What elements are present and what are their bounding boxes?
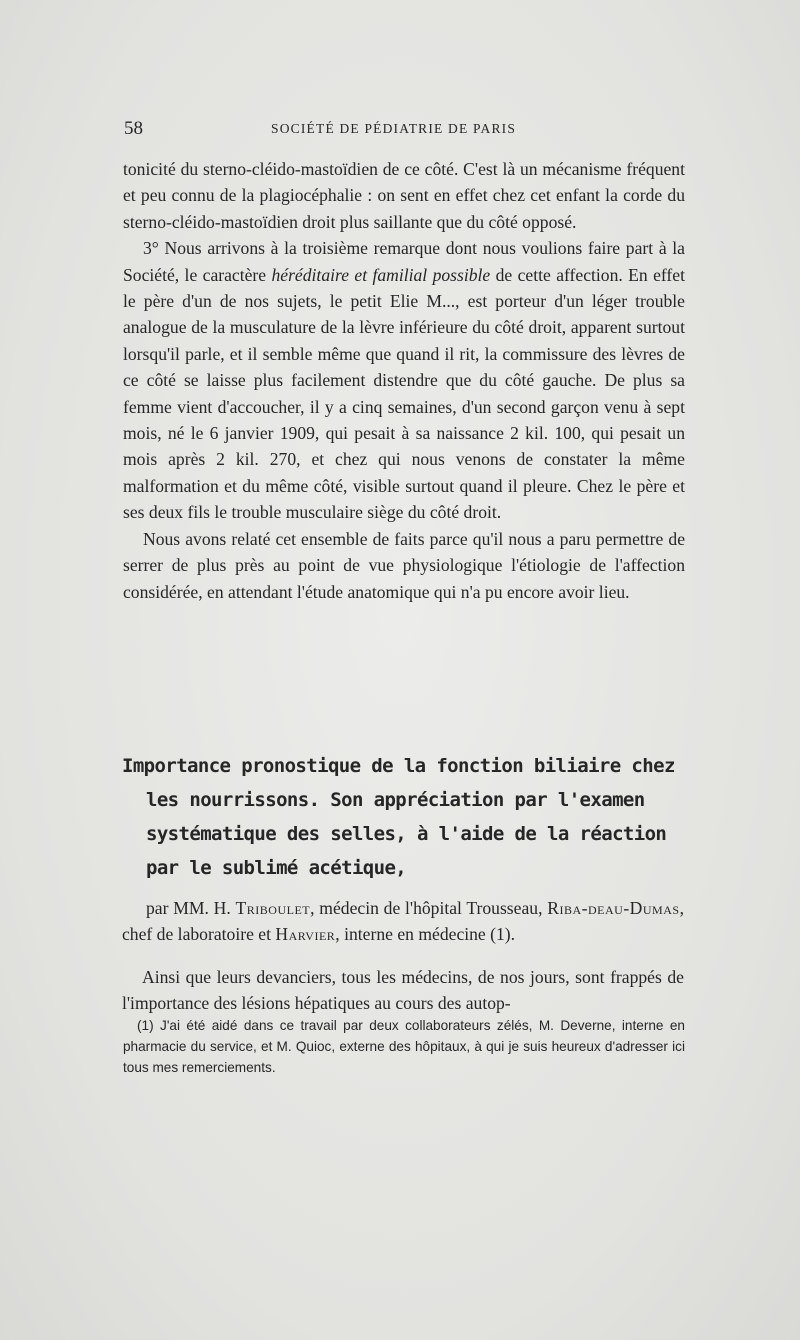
running-head: SOCIÉTÉ DE PÉDIATRIE DE PARIS <box>271 121 517 136</box>
article-byline <box>122 895 684 948</box>
author-triboulet: Triboulet <box>235 898 311 918</box>
footnote: (1) J'ai été aidé dans ce travail par deux collaborateurs zélés, M. Deverne, interne en pharmacie du service, et M. Quioc, externe des hôpitaux, à qui je suis heureux d'adresser ici tous mes remerciements. <box>123 1018 685 1075</box>
article-first-paragraph: Ainsi que leurs devanciers, tous les médecins, de nos jours, sont frappés de l'importance des lésions hépatiques au cours des autop- <box>122 966 684 1014</box>
article-section <box>122 749 684 1017</box>
page-header <box>124 118 684 142</box>
page-number: 58 <box>124 118 143 139</box>
byline-role-1: , médecin de l'hôpital Trousseau, <box>310 898 548 918</box>
paragraph-third-remark-rest: de cette affection. En effet le père d'un de nos sujets, le petit Elie M..., est porteur d'un léger trouble analogue de la musculature de la lèvre inférieure du côté droit, apparent surtout lorsqu'il parle, et il semble même que quand il rit, la commissure des lèvres de ce côté se laisse plus facilement distendre que du côté gauche. De plus sa femme vient d'accoucher, il y a cinq semaines, d'un second garçon venu à sept mois, né le 6 janvier 1909, qui pesait à sa naissance 2 kil. 100, qui pesait un mois après 2 kil. 270, et chez qui nous venons de constater la même malformation et du même côté, visible surtout quand il pleure. Chez le père et ses deux fils le trouble musculaire siège du côté droit. <box>123 264 685 523</box>
paragraph-conclusion: Nous avons relaté cet ensemble de faits parce qu'il nous a paru permettre de serrer de plus près au point de vue physiologique l'étiologie de l'affection considérée, en attendant l'étude anatomique qui n'a pu encore avoir lieu. <box>123 528 685 602</box>
body-text <box>123 156 685 605</box>
article-title: Importance pronostique de la fonction biliaire chez les nourrissons. Son appréciation par l'examen systématique des selles, à l'aide de la réaction par le sublimé acétique, <box>122 755 675 879</box>
paragraph-third-remark-start: 3° Nous arrivons à la troisième remarque dont nous voulions faire part à la Société, le caractère <box>123 238 685 285</box>
author-ribadeau-dumas: Riba-deau-Dumas <box>547 898 680 918</box>
emphasis-hereditary: héréditaire et familial possible <box>271 264 491 285</box>
byline-role-3: , interne en médecine (1). <box>335 924 516 945</box>
paragraph-continuation: tonicité du sterno-cléido-mastoïdien de ce côté. C'est là un mécanisme fréquent et peu connu de la plagiocéphalie : on sent en effet chez cet enfant la corde du sterno-cléido-mastoïdien droit plus saillante que du côté opposé. <box>123 159 685 232</box>
author-harvier: Harvier <box>275 924 336 945</box>
byline-prefix: par MM. H. <box>146 898 236 918</box>
byline-role-2: , chef de laboratoire et <box>122 898 684 945</box>
paragraph-third-remark <box>123 235 685 525</box>
